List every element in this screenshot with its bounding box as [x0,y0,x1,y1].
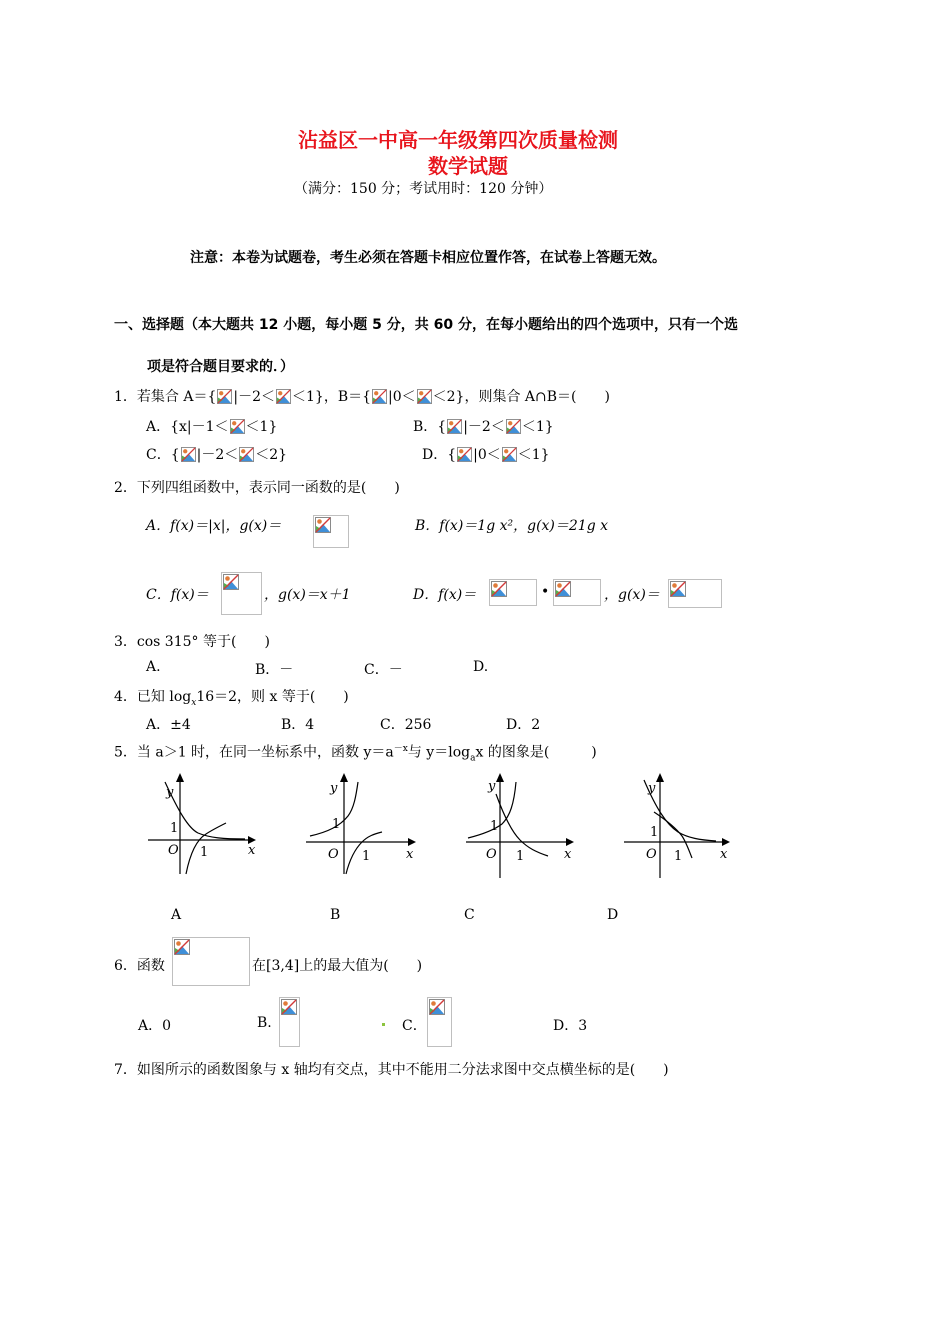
q3-option-b: B．－ [255,662,294,678]
y-label: y [488,779,496,794]
section-heading-cont: 项是符合题目要求的．） [147,359,294,375]
graph-label-b: B [330,907,341,923]
option-text: ＜2} [255,447,288,463]
image-placeholder-icon [174,939,190,955]
x-axis-arrow [722,838,730,846]
option-text: |－2＜ [196,447,239,463]
image-placeholder-icon [417,389,432,404]
x-label: x [564,847,572,862]
q5-superscript: －x [393,744,408,754]
image-placeholder-icon [506,419,521,434]
option-text: ＜1} [517,447,550,463]
q5-text: x 的图象是( ) [475,744,597,761]
q2-option-d: D．f(x)＝ [413,587,477,603]
one-label-y: 1 [332,817,341,832]
q6-option-c: C． [402,1018,427,1034]
q6-option-a: A．0 [138,1018,172,1034]
formula-image [668,579,722,608]
question-3: 3．cos 315° 等于( ) [114,634,270,650]
q1-option-a [146,416,277,436]
q2-option-c-rest: ，g(x)＝x＋1 [264,587,351,603]
one-label-y: 1 [170,821,179,836]
q1-option-b [413,416,554,436]
y-label: y [166,785,174,800]
image-placeholder-icon [491,581,507,597]
x-label: x [248,843,256,858]
formula-image [427,997,452,1047]
y-label: y [648,781,656,796]
q4-option-b: B．4 [281,717,315,733]
formula-image [313,515,349,548]
section-heading: 一、选择题（本大题共 12 小题，每小题 5 分，共 60 分，在每小题给出的四个选项中，只有一个选 [114,317,738,333]
q5-text: 与 y＝log [407,744,471,761]
q1-option-c [146,444,287,464]
formula-image [553,579,601,606]
q1-text: ＜2}，则集合 A∩B＝( ) [432,389,610,405]
origin-label: O [486,847,497,862]
origin-label: O [168,843,179,858]
option-text: A．{x|－1＜ [146,419,229,435]
q1-text: ＜1}，B＝{ [292,389,372,405]
question-4 [114,686,349,708]
q1-text: |0＜ [388,389,416,405]
q4-option-a: A．±4 [146,717,191,733]
option-text: ＜1} [245,419,278,435]
formula-image [221,572,262,615]
one-label-y: 1 [650,825,659,840]
q1-text: |－2＜ [233,389,275,405]
exam-info: （满分：150 分；考试用时：120 分钟） [294,181,553,197]
page-title: 沾益区一中高一年级第四次质量检测 [298,128,618,152]
y-axis-arrow [656,773,664,782]
q2-option-d-rest: ，g(x)＝ [604,587,660,603]
graph-label-d: D [607,907,619,923]
one-label-x: 1 [674,849,683,864]
image-placeholder-icon [502,447,517,462]
graph-a [140,770,260,882]
page-subtitle-title: 数学试题 [428,154,508,178]
y-axis-arrow [496,773,504,782]
one-label-x: 1 [200,845,209,860]
graph-d [620,770,740,882]
option-text: B．{ [413,419,447,435]
image-placeholder-icon [457,447,472,462]
q2-option-c: C．f(x)＝ [146,587,209,603]
question-1 [114,386,610,406]
image-placeholder-icon [670,581,686,597]
image-placeholder-icon [281,999,297,1015]
q4-option-c: C．256 [380,717,432,733]
y-axis-arrow [176,773,184,782]
graph-c [460,770,580,882]
image-placeholder-icon [230,419,245,434]
option-text: C．{ [146,447,180,463]
x-label: x [720,847,728,862]
q3-option-d: D. [473,659,489,675]
x-label: x [406,847,414,862]
image-placeholder-icon [447,419,462,434]
graph-b [302,770,422,882]
question-7: 7．如图所示的函数图象与 x 轴均有交点，其中不能用二分法求图中交点横坐标的是( ) [114,1062,669,1078]
q4-text: 4．已知 log [114,689,192,705]
image-placeholder-icon [217,389,232,404]
image-placeholder-icon [429,999,445,1015]
q1-text: 1．若集合 A＝{ [114,389,217,405]
image-placeholder-icon [555,581,571,597]
q5-subscript: a [470,753,476,764]
image-placeholder-icon [276,389,291,404]
image-placeholder-icon [181,447,196,462]
graph-label-c: C [464,907,475,923]
q6-option-d: D．3 [553,1018,588,1034]
q4-option-d: D．2 [506,717,541,733]
option-text: |－2＜ [463,419,505,435]
one-label-y: 1 [490,819,499,834]
formula-image [279,997,300,1047]
origin-label: O [328,847,339,862]
q1-option-d [422,444,550,464]
q4-subscript: x [191,697,197,708]
option-text: D．{ [422,447,457,463]
x-axis-arrow [408,838,416,846]
q2-option-a: A．f(x)＝|x|，g(x)＝ [146,518,282,534]
x-axis-arrow [566,838,574,846]
option-text: ＜1} [521,419,554,435]
one-label-x: 1 [362,849,371,864]
option-text: |0＜ [473,447,501,463]
question-6: 6．函数 [114,958,165,974]
stray-dot [382,1023,385,1026]
origin-label: O [646,847,657,862]
question-2: 2．下列四组函数中，表示同一函数的是( ) [114,480,400,496]
q6-option-b: B. [257,1015,272,1031]
log-curve [496,794,548,856]
q2-option-d-dot: • [541,584,550,600]
graph-label-a: A [171,907,182,923]
image-placeholder-icon [223,574,239,590]
question-6-rest: 在[3,4]上的最大值为( ) [252,958,423,974]
image-placeholder-icon [239,447,254,462]
one-label-x: 1 [516,849,525,864]
q4-text: 16＝2，则 x 等于( ) [196,689,349,705]
q3-option-a: A. [146,659,161,675]
formula-image [489,579,537,606]
formula-image [172,937,250,986]
image-placeholder-icon [372,389,387,404]
question-5 [114,741,597,763]
q5-text: 5．当 a＞1 时，在同一坐标系中，函数 y＝a [114,744,394,761]
y-axis-arrow [340,773,348,782]
notice: 注意：本卷为试题卷，考生必须在答题卡相应位置作答，在试卷上答题无效。 [190,250,666,266]
image-placeholder-icon [315,517,331,533]
q3-option-c: C．－ [364,662,403,678]
q2-option-b: B．f(x)＝1g x²，g(x)＝21g x [415,518,609,534]
y-label: y [330,781,338,796]
